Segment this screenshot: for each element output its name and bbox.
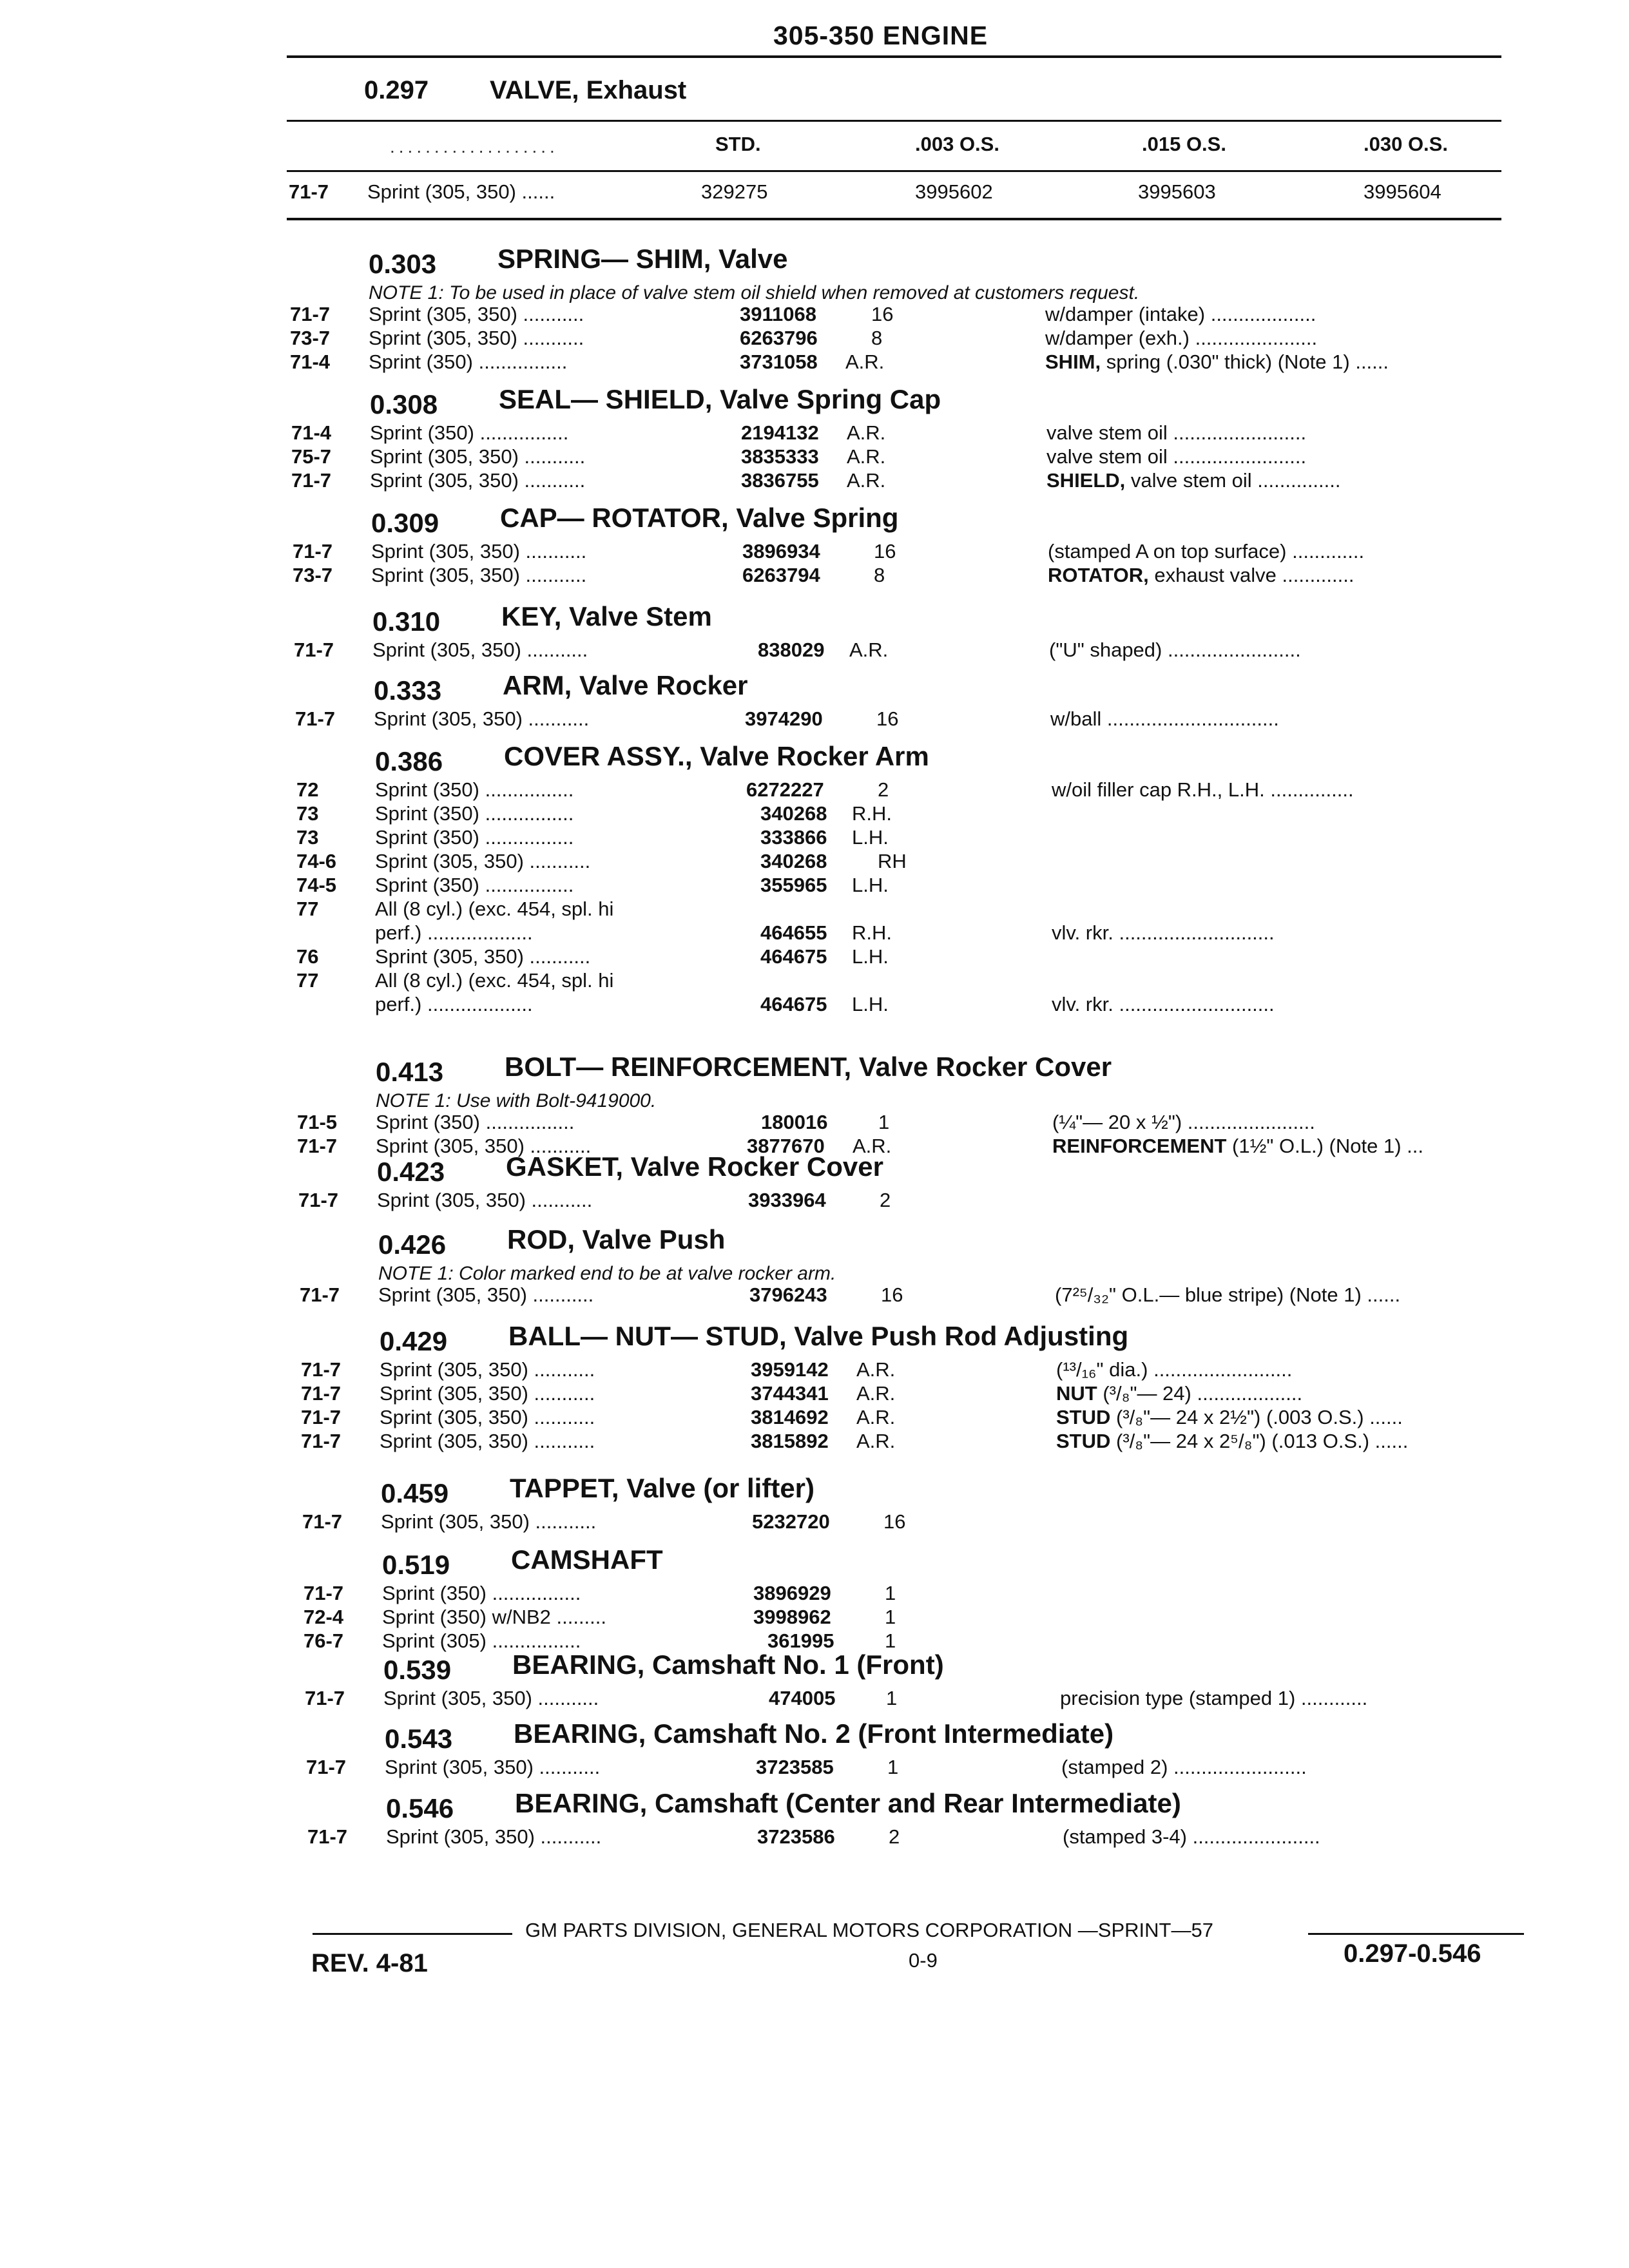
- row-model: All (8 cyl.) (exc. 454, spl. hi: [375, 969, 614, 992]
- row-part-number: 3896929: [753, 1582, 831, 1604]
- row-remarks-bold: SHIELD,: [1046, 469, 1126, 492]
- row-remarks-bold: STUD: [1056, 1430, 1111, 1452]
- row-remarks-text: (³/₈"— 24) ...................: [1097, 1382, 1303, 1405]
- row-code: 71-4: [291, 421, 332, 444]
- row-model: Sprint (305, 350) ...........: [369, 327, 584, 349]
- section-number: 0.429: [380, 1326, 448, 1356]
- part-row: [0, 1606, 1629, 1629]
- row-remarks-text: spring (.030" thick) (Note 1) ......: [1101, 351, 1389, 373]
- row-part-number: 180016: [761, 1111, 828, 1133]
- row-part-number: 464675: [760, 993, 827, 1015]
- section-heading: [0, 1473, 1629, 1512]
- row-model: Sprint (305, 350) ...........: [380, 1430, 595, 1452]
- footer-division: GM PARTS DIVISION, GENERAL MOTORS CORPORATION —SPRINT—57: [525, 1919, 1213, 1941]
- column-header-003: .003 O.S.: [915, 133, 999, 155]
- row-part-number: 464655: [760, 921, 827, 944]
- row-part-number: 3796243: [749, 1283, 827, 1306]
- row-remarks: [1045, 351, 1389, 374]
- row-remarks-text: (¼"— 20 x ½") .......................: [1052, 1111, 1315, 1133]
- row-model: Sprint (350) ................: [369, 351, 568, 373]
- section-number: 0.423: [377, 1157, 445, 1187]
- row-quantity: 1: [878, 1111, 890, 1133]
- row-remarks-text: (7²⁵/₃₂" O.L.— blue stripe) (Note 1) ......: [1055, 1283, 1401, 1306]
- row-remarks: [1046, 469, 1341, 492]
- section-heading: [0, 244, 1629, 282]
- row-model: perf.) ...................: [375, 993, 533, 1015]
- part-row: [0, 1382, 1629, 1405]
- row-part-number: 6272227: [746, 778, 824, 801]
- table-cell-std: 329275: [701, 180, 768, 203]
- row-model: Sprint (305, 350) ...........: [369, 303, 584, 325]
- row-part-number: 464675: [760, 945, 827, 968]
- row-code: 77: [296, 898, 319, 920]
- row-remarks-text: (³/₈"— 24 x 2⁵/₈") (.013 O.S.) ......: [1110, 1430, 1409, 1452]
- row-part-number: 3896934: [742, 540, 820, 562]
- row-part-number: 3814692: [751, 1406, 829, 1428]
- row-remarks-text: (³/₈"— 24 x 2½") (.003 O.S.) ......: [1110, 1406, 1403, 1428]
- section-number: 0.303: [369, 249, 437, 279]
- part-row: [0, 1756, 1629, 1779]
- section-number: 0.386: [375, 746, 443, 776]
- part-row: [0, 707, 1629, 731]
- row-model: Sprint (350) ................: [375, 802, 574, 825]
- row-model: Sprint (305) ................: [382, 1629, 581, 1652]
- row-quantity: A.R.: [849, 639, 889, 661]
- row-part-number: 5232720: [752, 1510, 830, 1533]
- section-name: BALL— NUT— STUD, Valve Push Rod Adjusting: [508, 1321, 1129, 1351]
- section-note: NOTE 1: Use with Bolt-9419000.: [376, 1090, 657, 1111]
- row-remarks: [1052, 921, 1275, 945]
- part-row: [0, 469, 1629, 492]
- table-cell-003: 3995602: [915, 180, 993, 203]
- row-code: 71-7: [290, 303, 331, 325]
- section-name: CAMSHAFT: [511, 1544, 663, 1575]
- part-row: [0, 421, 1629, 445]
- row-quantity: A.R.: [856, 1430, 896, 1452]
- section-number: 0.310: [372, 606, 441, 637]
- row-code: 76-7: [304, 1629, 344, 1652]
- row-remarks: [1052, 1111, 1315, 1134]
- row-remarks: [1061, 1756, 1307, 1779]
- section-number: 0.459: [381, 1478, 449, 1508]
- section-name: SEAL— SHIELD, Valve Spring Cap: [499, 384, 941, 414]
- part-row: [0, 921, 1629, 945]
- row-remarks-text: vlv. rkr. ............................: [1052, 921, 1275, 944]
- section-heading: [0, 1718, 1629, 1757]
- row-quantity: L.H.: [852, 826, 889, 849]
- row-model: Sprint (305, 350) ...........: [381, 1510, 597, 1533]
- row-model: Sprint (305, 350) ...........: [372, 639, 588, 661]
- row-model: Sprint (305, 350) ...........: [375, 850, 591, 872]
- section-name: ARM, Valve Rocker: [503, 670, 748, 700]
- row-quantity: 2: [878, 778, 889, 801]
- row-model: Sprint (305, 350) ...........: [380, 1382, 595, 1405]
- row-code: 73: [296, 802, 319, 825]
- row-part-number: 3815892: [751, 1430, 829, 1452]
- section-number: 0.297: [364, 76, 429, 104]
- section-name: ROD, Valve Push: [507, 1224, 726, 1254]
- row-model: Sprint (350) ................: [370, 421, 569, 444]
- row-remarks-text: valve stem oil ........................: [1046, 445, 1307, 468]
- row-model: Sprint (305, 350) ...........: [380, 1358, 595, 1381]
- row-quantity: L.H.: [852, 993, 889, 1015]
- section-name: VALVE, Exhaust: [490, 76, 687, 104]
- row-remarks-bold: REINFORCEMENT: [1052, 1135, 1227, 1157]
- part-row: [0, 1687, 1629, 1710]
- section-name: BEARING, Camshaft No. 2 (Front Intermediate): [514, 1718, 1114, 1749]
- part-row: [0, 874, 1629, 897]
- part-row: [0, 1582, 1629, 1605]
- row-quantity: 2: [880, 1189, 891, 1211]
- part-row: [0, 1189, 1629, 1212]
- row-part-number: 3877670: [747, 1135, 825, 1157]
- row-remarks: [1052, 993, 1275, 1016]
- row-model: Sprint (305, 350) ...........: [377, 1189, 593, 1211]
- row-quantity: 1: [887, 1756, 899, 1778]
- footer-page-range: 0.297-0.546: [1344, 1939, 1481, 1968]
- row-part-number: 355965: [760, 874, 827, 896]
- part-row: [0, 1430, 1629, 1453]
- part-row: [0, 327, 1629, 350]
- footer-rule-right: [1308, 1933, 1524, 1935]
- row-code: 71-7: [294, 639, 334, 661]
- row-code: 71-7: [293, 540, 333, 562]
- row-part-number: 474005: [769, 1687, 836, 1709]
- row-code: 71-7: [306, 1756, 347, 1778]
- row-code: 76: [296, 945, 319, 968]
- part-row: [0, 826, 1629, 849]
- row-part-number: 3998962: [753, 1606, 831, 1628]
- part-row: [0, 351, 1629, 374]
- row-remarks-text: (¹³/₁₆" dia.) .........................: [1056, 1358, 1293, 1381]
- row-remarks-text: (stamped 2) ........................: [1061, 1756, 1307, 1778]
- row-quantity: R.H.: [852, 802, 892, 825]
- row-quantity: 1: [886, 1687, 898, 1709]
- row-code: 71-7: [301, 1430, 342, 1452]
- page-title: 305-350 ENGINE: [773, 21, 988, 50]
- section-name: BOLT— REINFORCEMENT, Valve Rocker Cover: [505, 1052, 1112, 1082]
- row-quantity: 1: [885, 1606, 896, 1628]
- row-remarks-text: valve stem oil ...............: [1125, 469, 1341, 492]
- row-model: Sprint (305, 350) ...........: [385, 1756, 601, 1778]
- table-row-code: 71-7: [289, 180, 329, 203]
- part-row: [0, 540, 1629, 563]
- row-model: Sprint (350) ................: [375, 874, 574, 896]
- section-number: 0.333: [374, 675, 442, 706]
- table-cell-015: 3995603: [1138, 180, 1216, 203]
- row-code: 71-7: [297, 1135, 338, 1157]
- section-heading: [0, 741, 1629, 780]
- row-remarks: [1049, 639, 1301, 662]
- row-remarks-text: exhaust valve .............: [1148, 564, 1354, 586]
- row-model: Sprint (350) ................: [375, 826, 574, 849]
- row-quantity: A.R.: [856, 1358, 896, 1381]
- row-part-number: 340268: [760, 802, 827, 825]
- row-code: 73: [296, 826, 319, 849]
- row-part-number: 3835333: [741, 445, 819, 468]
- row-part-number: 361995: [767, 1629, 834, 1652]
- row-remarks-text: ("U" shaped) ........................: [1049, 639, 1301, 661]
- row-model: Sprint (350) ................: [375, 778, 574, 801]
- section-name: SPRING— SHIM, Valve: [497, 244, 788, 274]
- row-remarks: [1045, 327, 1317, 350]
- row-code: 72-4: [304, 1606, 344, 1628]
- part-row: [0, 778, 1629, 802]
- section-note: NOTE 1: Color marked end to be at valve rocker arm.: [378, 1263, 836, 1284]
- part-row: [0, 303, 1629, 326]
- row-remarks-text: (stamped A on top surface) .............: [1048, 540, 1365, 562]
- row-remarks: [1050, 707, 1279, 731]
- row-part-number: 3933964: [748, 1189, 826, 1211]
- row-remarks-text: w/ball ...............................: [1050, 707, 1279, 730]
- row-code: 71-5: [297, 1111, 338, 1133]
- part-row: [0, 1825, 1629, 1849]
- row-remarks-text: w/oil filler cap R.H., L.H. ...............: [1052, 778, 1354, 801]
- row-model: perf.) ...................: [375, 921, 533, 944]
- row-remarks-text: w/damper (exh.) ......................: [1045, 327, 1318, 349]
- row-quantity: 16: [881, 1283, 903, 1306]
- row-remarks-text: precision type (stamped 1) ............: [1060, 1687, 1368, 1709]
- row-code: 75-7: [291, 445, 332, 468]
- row-model: Sprint (305, 350) ...........: [371, 564, 587, 586]
- row-remarks-bold: SHIM,: [1045, 351, 1101, 373]
- row-quantity: 16: [876, 707, 899, 730]
- part-row: [0, 639, 1629, 662]
- row-remarks-text: vlv. rkr. ............................: [1052, 993, 1275, 1015]
- row-model: Sprint (305, 350) ...........: [383, 1687, 599, 1709]
- row-code: 71-7: [295, 707, 336, 730]
- row-code: 71-4: [290, 351, 331, 373]
- part-row: [0, 898, 1629, 921]
- row-model: Sprint (305, 350) ...........: [376, 1135, 592, 1157]
- row-code: 71-7: [301, 1358, 342, 1381]
- row-part-number: 3744341: [751, 1382, 829, 1405]
- table-mid-rule: [287, 170, 1501, 172]
- row-remarks: [1063, 1825, 1320, 1849]
- section-name: COVER ASSY., Valve Rocker Arm: [504, 741, 929, 771]
- section-name: BEARING, Camshaft (Center and Rear Intermediate): [515, 1788, 1181, 1818]
- row-part-number: 3911068: [740, 303, 816, 325]
- row-model: Sprint (305, 350) ...........: [371, 540, 587, 562]
- row-remarks: [1060, 1687, 1367, 1710]
- row-code: 71-7: [307, 1825, 348, 1848]
- section-heading: [0, 1052, 1629, 1090]
- row-quantity: L.H.: [852, 945, 889, 968]
- section-number: 0.546: [386, 1793, 454, 1823]
- row-quantity: A.R.: [847, 421, 886, 444]
- part-row: [0, 969, 1629, 992]
- row-code: 73-7: [290, 327, 331, 349]
- row-model: Sprint (305, 350) ...........: [380, 1406, 595, 1428]
- section-name: CAP— ROTATOR, Valve Spring: [500, 503, 899, 533]
- section-heading: [0, 503, 1629, 541]
- row-remarks: [1055, 1283, 1400, 1307]
- section-heading: [0, 1544, 1629, 1583]
- row-part-number: 2194132: [741, 421, 819, 444]
- row-part-number: 340268: [760, 850, 827, 872]
- row-quantity: 8: [871, 327, 883, 349]
- section-heading: [0, 601, 1629, 640]
- header-rule: [287, 55, 1501, 58]
- row-quantity: L.H.: [852, 874, 889, 896]
- row-code: 77: [296, 969, 319, 992]
- part-row: [0, 1406, 1629, 1429]
- section-heading: [0, 670, 1629, 709]
- column-header-030: .030 O.S.: [1364, 133, 1448, 155]
- row-model: Sprint (305, 350) ...........: [386, 1825, 602, 1848]
- section-number: 0.426: [378, 1229, 447, 1260]
- row-quantity: 1: [885, 1629, 896, 1652]
- table-bottom-rule: [287, 218, 1501, 220]
- row-part-number: 3836755: [741, 469, 819, 492]
- row-remarks: [1048, 540, 1364, 563]
- footer-page-number: 0-9: [909, 1949, 938, 1972]
- part-row: [0, 564, 1629, 587]
- row-part-number: 6263794: [742, 564, 820, 586]
- row-remarks: [1056, 1358, 1292, 1381]
- row-quantity: R.H.: [852, 921, 892, 944]
- row-quantity: RH: [878, 850, 907, 872]
- row-quantity: 16: [874, 540, 896, 562]
- row-quantity: A.R.: [847, 469, 886, 492]
- section-number: 0.309: [371, 508, 439, 538]
- part-row: [0, 1283, 1629, 1307]
- section-name: TAPPET, Valve (or lifter): [510, 1473, 815, 1503]
- row-code: 72: [296, 778, 319, 801]
- section-name: KEY, Valve Stem: [501, 601, 712, 631]
- section-name: BEARING, Camshaft No. 1 (Front): [512, 1649, 944, 1680]
- row-model: Sprint (350) ................: [382, 1582, 581, 1604]
- table-row-model: Sprint (305, 350) ......: [367, 180, 555, 203]
- section-number: 0.543: [385, 1724, 453, 1754]
- row-remarks-text: valve stem oil ........................: [1046, 421, 1307, 444]
- row-model: Sprint (350) w/NB2 .........: [382, 1606, 607, 1628]
- row-remarks: [1045, 303, 1316, 326]
- row-model: Sprint (350) ................: [376, 1111, 575, 1133]
- section-heading: [0, 384, 1629, 423]
- row-quantity: A.R.: [845, 351, 885, 373]
- part-row: [0, 1111, 1629, 1134]
- section-number: 0.539: [383, 1655, 452, 1685]
- row-part-number: 333866: [760, 826, 827, 849]
- row-remarks-bold: STUD: [1056, 1406, 1111, 1428]
- section-heading: [0, 1321, 1629, 1360]
- row-remarks: [1056, 1406, 1403, 1429]
- row-model: All (8 cyl.) (exc. 454, spl. hi: [375, 898, 614, 920]
- part-row: [0, 945, 1629, 968]
- row-remarks-text: w/damper (intake) ...................: [1045, 303, 1316, 325]
- part-row: [0, 802, 1629, 825]
- footer-rule-left: [313, 1933, 512, 1935]
- row-remarks: [1056, 1382, 1302, 1405]
- section-number: 0.519: [382, 1550, 450, 1580]
- row-quantity: 2: [889, 1825, 900, 1848]
- section-heading: [0, 1649, 1629, 1688]
- row-code: 71-7: [302, 1510, 343, 1533]
- row-model: Sprint (305, 350) ...........: [375, 945, 591, 968]
- row-code: 71-7: [305, 1687, 345, 1709]
- row-model: Sprint (305, 350) ...........: [370, 445, 586, 468]
- section-name: GASKET, Valve Rocker Cover: [506, 1151, 883, 1182]
- part-row: [0, 445, 1629, 468]
- row-part-number: 3974290: [745, 707, 823, 730]
- row-part-number: 3723586: [757, 1825, 835, 1848]
- row-remarks-text: (1½" O.L.) (Note 1) ...: [1226, 1135, 1423, 1157]
- part-row: [0, 1510, 1629, 1533]
- table-cell-030: 3995604: [1364, 180, 1441, 203]
- row-remarks: [1052, 778, 1354, 802]
- row-model: Sprint (305, 350) ...........: [370, 469, 586, 492]
- row-remarks: [1048, 564, 1354, 587]
- row-code: 74-6: [296, 850, 337, 872]
- row-code: 73-7: [293, 564, 333, 586]
- row-quantity: A.R.: [853, 1135, 892, 1157]
- footer-revision: REV. 4-81: [311, 1949, 428, 1977]
- row-remarks: [1046, 421, 1306, 445]
- section-number: 0.308: [370, 389, 438, 419]
- row-quantity: 1: [885, 1582, 896, 1604]
- row-model: Sprint (305, 350) ...........: [378, 1283, 594, 1306]
- row-part-number: 6263796: [740, 327, 818, 349]
- row-part-number: 3723585: [756, 1756, 834, 1778]
- row-quantity: A.R.: [847, 445, 886, 468]
- row-quantity: 8: [874, 564, 885, 586]
- row-part-number: 838029: [758, 639, 825, 661]
- row-part-number: 3731058: [740, 351, 818, 373]
- section-heading: [0, 1788, 1629, 1827]
- row-remarks-bold: NUT: [1056, 1382, 1097, 1405]
- row-quantity: 16: [883, 1510, 906, 1533]
- row-remarks-text: (stamped 3-4) .......................: [1063, 1825, 1320, 1848]
- section-heading: [0, 1151, 1629, 1190]
- column-header-std: STD.: [715, 133, 761, 155]
- column-leader-dots: ...................: [390, 137, 559, 157]
- row-remarks: [1056, 1430, 1408, 1453]
- table-top-rule: [287, 120, 1501, 122]
- part-row: [0, 1358, 1629, 1381]
- part-row: [0, 850, 1629, 873]
- section-note: NOTE 1: To be used in place of valve stem oil shield when removed at customers request.: [369, 282, 1140, 303]
- part-row: [0, 993, 1629, 1016]
- row-code: 71-7: [301, 1382, 342, 1405]
- row-code: 71-7: [298, 1189, 339, 1211]
- row-remarks-bold: ROTATOR,: [1048, 564, 1149, 586]
- row-remarks: [1046, 445, 1306, 468]
- row-quantity: A.R.: [856, 1382, 896, 1405]
- section-heading: [0, 1224, 1629, 1263]
- row-code: 71-7: [301, 1406, 342, 1428]
- section-number: 0.413: [376, 1057, 444, 1087]
- row-code: 71-7: [304, 1582, 344, 1604]
- row-code: 71-7: [291, 469, 332, 492]
- row-model: Sprint (305, 350) ...........: [374, 707, 590, 730]
- row-code: 74-5: [296, 874, 337, 896]
- row-part-number: 3959142: [751, 1358, 829, 1381]
- row-quantity: 16: [871, 303, 894, 325]
- column-header-015: .015 O.S.: [1142, 133, 1226, 155]
- row-code: 71-7: [300, 1283, 340, 1306]
- row-quantity: A.R.: [856, 1406, 896, 1428]
